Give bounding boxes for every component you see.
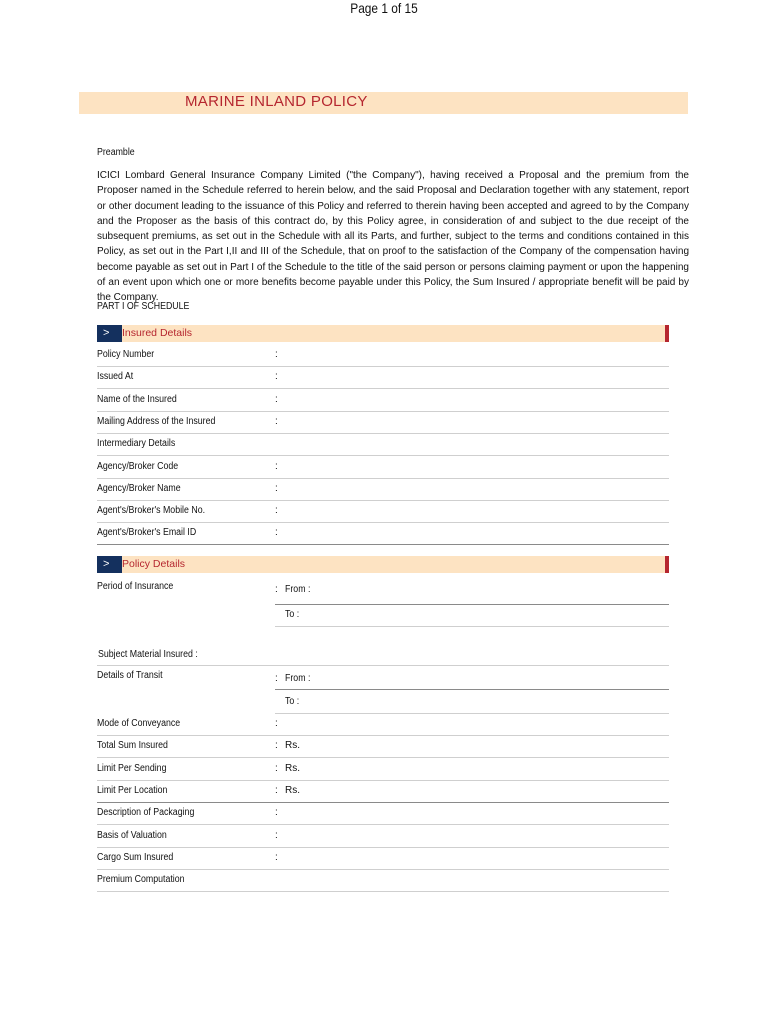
- field-label: Mailing Address of the Insured: [97, 415, 216, 427]
- field-colon: :: [275, 673, 278, 684]
- section-accent-bar: [665, 325, 669, 342]
- field-label: Agent's/Broker's Mobile No.: [97, 505, 206, 517]
- field-label: Subject Material Insured :: [98, 649, 198, 660]
- subject-material-row: [97, 644, 669, 666]
- field-label: Limit Per Sending: [97, 762, 167, 774]
- to-label: To :: [285, 609, 300, 620]
- form-row: [97, 523, 669, 545]
- field-colon: :: [275, 371, 278, 383]
- arrow-icon: >: [97, 556, 122, 573]
- field-label: Premium Computation: [97, 874, 185, 886]
- form-row: [97, 367, 669, 389]
- field-label: Agent's/Broker's Email ID: [97, 527, 197, 539]
- from-label: From :: [285, 673, 311, 684]
- field-label: Intermediary Details: [97, 438, 176, 450]
- to-label: To :: [285, 696, 300, 707]
- form-row: [97, 781, 669, 803]
- field-value: Rs.: [285, 784, 300, 796]
- page-number: Page 1 of 15: [350, 0, 418, 16]
- form-row: [97, 457, 669, 479]
- arrow-icon: >: [97, 325, 122, 342]
- form-row: [97, 390, 669, 412]
- form-row: [97, 848, 669, 870]
- form-row: [97, 434, 669, 456]
- field-value: Rs.: [285, 762, 300, 774]
- field-colon: :: [275, 415, 278, 427]
- field-rule: [275, 626, 669, 627]
- period-of-insurance-row: [97, 579, 669, 605]
- field-value: Rs.: [285, 740, 300, 752]
- field-colon: :: [275, 784, 278, 796]
- period-to-row: [97, 605, 669, 627]
- form-row: [97, 345, 669, 367]
- field-rule: [97, 891, 669, 892]
- policy-title: MARINE INLAND POLICY: [185, 93, 368, 110]
- section-title: Policy Details: [122, 558, 186, 570]
- field-colon: :: [275, 584, 278, 595]
- form-row: [97, 714, 669, 736]
- insured-details-header: [97, 325, 669, 342]
- field-colon: :: [275, 718, 278, 729]
- form-row: [97, 736, 669, 758]
- details-of-transit-row: [97, 668, 669, 690]
- form-row: [97, 803, 669, 825]
- field-colon: :: [275, 527, 278, 539]
- field-label: Limit Per Location: [97, 784, 168, 796]
- field-colon: :: [275, 851, 278, 863]
- field-colon: :: [275, 829, 278, 841]
- form-row: [97, 759, 669, 781]
- field-rule: [275, 689, 669, 690]
- section-title: Insured Details: [122, 327, 193, 339]
- field-colon: :: [275, 807, 278, 819]
- field-label: Name of the Insured: [97, 393, 177, 405]
- transit-to-row: [97, 692, 669, 714]
- field-label: Mode of Conveyance: [97, 718, 181, 729]
- part1-heading: PART I OF SCHEDULE: [97, 301, 190, 312]
- field-label: Description of Packaging: [97, 807, 195, 819]
- form-row: [97, 501, 669, 523]
- title-band: [79, 92, 688, 114]
- field-colon: :: [275, 460, 278, 472]
- preamble-body: ICICI Lombard General Insurance Company Limited ("the Company"), having received a Proposal and the premium from the Proposer named in the Schedule referred to herein below, and the said Proposal and Declaration together with any statement, report or other document leading to the issuance of this Policy and referred to therein having been accepted and agreed to by the Company and the Proposer as the basis of this contract do, by this Policy agree, in consideration of and subject to the due receipt of the subsequent premiums, as set out in the Schedule with all its Parts, and further, subject to the terms and conditions contained in this Policy, as set out in the Part I,II and III of the Schedule, that on proof to the satisfaction of the Company of the compensation having become payable as set out in Part I of the Schedule to the title of the said person or persons claiming payment or upon the happening of an event upon which one or more benefits become payable under this Policy, the Sum Insured / appropriate benefit will be paid by the Company.: [97, 170, 689, 304]
- form-row: [97, 870, 669, 892]
- field-label: Basis of Valuation: [97, 829, 167, 841]
- field-label: Policy Number: [97, 349, 155, 360]
- field-label: Period of Insurance: [97, 581, 174, 592]
- preamble-heading: Preamble: [97, 147, 135, 158]
- policy-details-header: [97, 556, 669, 573]
- from-label: From :: [285, 584, 311, 595]
- field-rule: [97, 544, 669, 545]
- field-label: Agency/Broker Code: [97, 460, 179, 472]
- field-label: Agency/Broker Name: [97, 482, 181, 494]
- section-accent-bar: [665, 556, 669, 573]
- field-colon: :: [275, 349, 278, 360]
- field-colon: :: [275, 740, 278, 752]
- field-colon: :: [275, 393, 278, 405]
- form-row: [97, 826, 669, 848]
- field-label: Total Sum Insured: [97, 740, 168, 752]
- form-row: [97, 412, 669, 434]
- form-row: [97, 479, 669, 501]
- field-colon: :: [275, 505, 278, 517]
- field-colon: :: [275, 762, 278, 774]
- field-label: Details of Transit: [97, 670, 163, 681]
- field-label: Cargo Sum Insured: [97, 851, 174, 863]
- field-label: Issued At: [97, 371, 134, 383]
- field-colon: :: [275, 482, 278, 494]
- field-rule: [97, 665, 669, 666]
